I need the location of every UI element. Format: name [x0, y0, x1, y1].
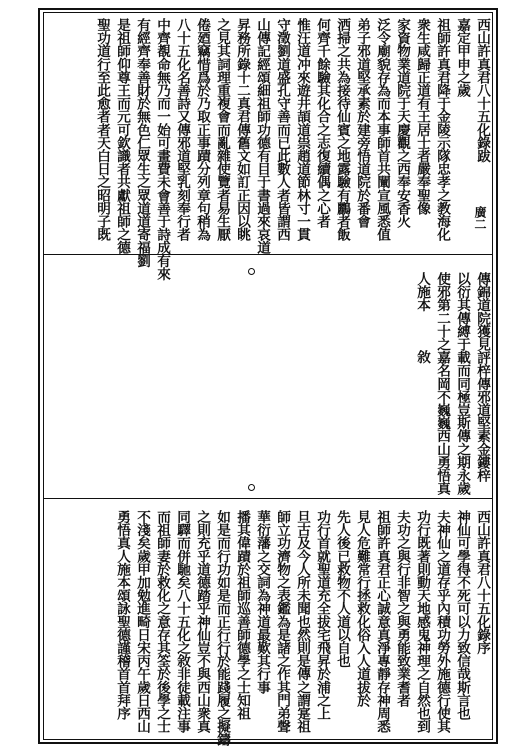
text-column: 之見其詞理重複會而亂雜使覽者易生厭 [214, 18, 230, 241]
text-column: 人施本 [414, 272, 430, 312]
text-column: 中齊覩命無乃而一始可畫費未會善于詩成有來 [154, 18, 170, 280]
text-column: 功行首就聖道充全拔宅飛昇於浦之上 [314, 510, 330, 720]
text-column-end: 敘 [414, 350, 430, 364]
text-column: 八十五化名善詩又傳邪道堅乳刻奉行者 [174, 18, 190, 241]
text-column: 祖師許真君降于金陵示隊忠孝之教海化 [434, 18, 450, 241]
text-column: 是祖師仰尊王而元可欽識者共獻祖師之德 [114, 18, 130, 254]
preface-title: 西山許真君八十五化錄序 [474, 510, 490, 655]
text-column: 神仙可學得不死可以力致信哉斯言也 [454, 510, 470, 720]
text-column: 夫功之與行非智之與勇能致業耆者 [394, 510, 410, 707]
text-column: 不淺矣歲甲加勉進畸日宋丙午歲日西山 [134, 510, 150, 733]
text-column: 祖師許真君正心誠意真淨專靜存神周悉 [374, 510, 390, 733]
text-column: 而祖師妻於救化之意存其筌於後學之士 [154, 510, 170, 733]
text-column: 勇悟真人施本頌詠聖德謹稽首首拜序 [114, 510, 130, 720]
text-column: 華衍藩之交詞為神道最歎其行事 [254, 510, 270, 694]
text-column: 衆生咸歸正道有王居士者嚴奉聖像 [414, 18, 430, 215]
text-column: 昇務所錄十二真君傳舊文如訂正因以眺 [234, 18, 250, 241]
text-column: 家資物業道院于天慶觀之西奉安香火 [394, 18, 410, 228]
text-column: 聖功道行至此愈者者天白日之昭明子既 [94, 18, 110, 241]
postscript-title: 西山許真君八十五化錄跋 [474, 18, 490, 163]
text-column: 師立功濟物之表鑑為是諸之作其門弟聲 [274, 510, 290, 733]
binding-hole-2 [248, 484, 255, 491]
text-column: 功行既著則動天地感鬼神理之自然也到 [414, 510, 430, 733]
text-column: 播其偉蹟於祖師巡善師德學之士知祖 [234, 510, 250, 720]
section-divider-lower [43, 498, 493, 499]
text-column: 夫神仙之道存乎內積功勞外施德行使其 [434, 510, 450, 733]
text-column: 使邪第二十之嘉名岡不巍巍西山勇悟真 [434, 272, 450, 495]
text-column: 先人後已救物不人道以自也 [334, 510, 350, 668]
text-column: 弟子邪道堅承素於建旁悟道院於番會 [354, 18, 370, 228]
text-column: 嘉定甲申之歲 [454, 18, 470, 97]
text-column: 山傳記經頌細祖師功德有目于書過來哀道 [254, 18, 270, 254]
text-column: 何齊千餘驗其化合之志復續偶之心者 [314, 18, 330, 228]
binding-hole-1 [248, 268, 255, 275]
text-column: 倦廼竊惜爲於乃取正事蹟分列章句稍為 [194, 18, 210, 241]
text-column: 傳錦道院獲見評梓傳邪道堅素金鏤梓 [474, 272, 490, 482]
text-column: 如是而行功如是而正行行於能踐履之擬鑄 [214, 510, 230, 746]
text-column: 同驛而併馳矣八十五化之敘非徒載注事 [174, 510, 190, 733]
text-column: 之則充乎道德踏乎神仙豈不與西山衆真 [194, 510, 210, 733]
section-divider-upper [43, 254, 493, 255]
text-column: 泛令廟貌存為而本事師首共闡宣風悉值 [374, 18, 390, 241]
text-column: 惟汪道冲來遊井頡道祟趙道節林寸一貫 [294, 18, 310, 241]
text-column: 洒掃之共為接待仙賓之地露驗有鸝者飯 [334, 18, 350, 241]
volume-tag: 廣二 [473, 206, 487, 230]
text-column: 見人危難常行拯救化俗入人道拔於 [354, 510, 370, 707]
text-column: 旦古及今人所未聞也然則是傳之謂寔祖 [294, 510, 310, 733]
text-column: 以衍其傳縛于載而同極豈斯傳之期永歲 [454, 272, 470, 495]
text-column: 有經齊奉善財於無色仁眾生之眾道道寄福劉 [134, 18, 150, 267]
text-column: 守澂劉道盛孔守善而已此數人者皆謂西 [274, 18, 290, 241]
